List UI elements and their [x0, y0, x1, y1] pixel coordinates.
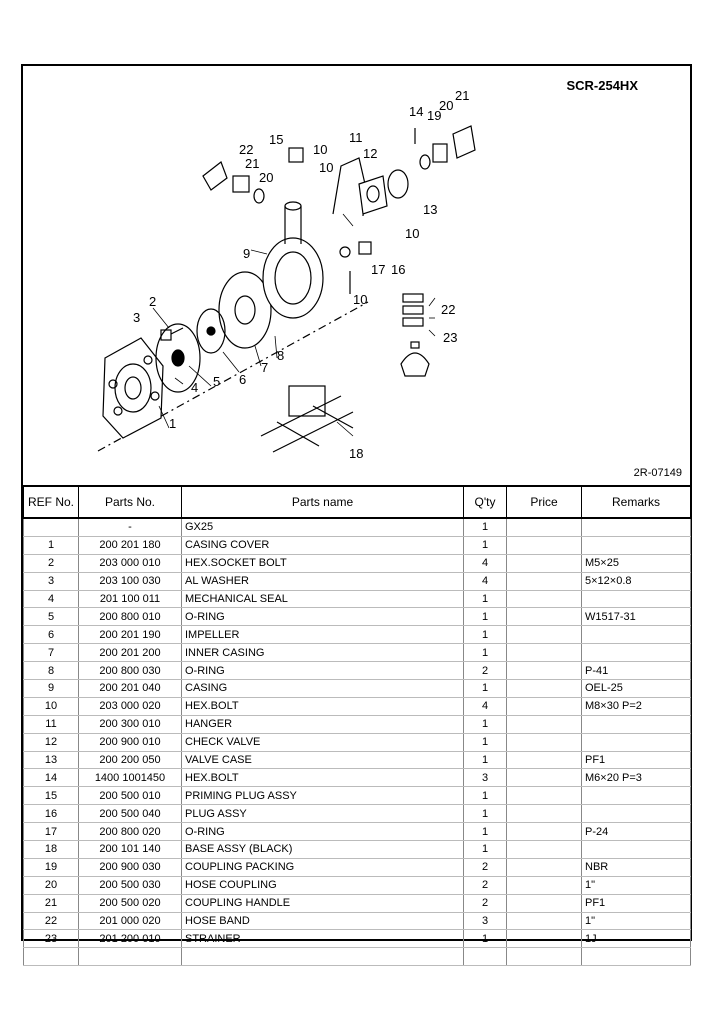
remarks-cell: P-24 [582, 823, 691, 841]
parts-no-cell: 200 500 040 [79, 805, 182, 823]
qty-cell: 1 [464, 787, 507, 805]
qty-cell: 1 [464, 518, 507, 536]
qty-cell: 1 [464, 536, 507, 554]
diagram-label-10a: 10 [313, 142, 328, 157]
parts-name-cell: VALVE CASE [182, 751, 464, 769]
price-cell [507, 823, 582, 841]
table-row [24, 894, 691, 912]
price-cell [507, 572, 582, 590]
table-header-row [24, 486, 691, 518]
diagram-label-19: 19 [427, 108, 442, 123]
ref-no-cell: 19 [24, 858, 79, 876]
qty-cell: 1 [464, 751, 507, 769]
remarks-cell: M6×20 P=3 [582, 769, 691, 787]
ref-no-cell: 20 [24, 876, 79, 894]
table-row [24, 608, 691, 626]
parts-name-cell: PLUG ASSY [182, 805, 464, 823]
qty-cell: 1 [464, 805, 507, 823]
parts-table-body [24, 518, 691, 966]
diagram-label-2: 2 [149, 294, 157, 309]
remarks-cell [582, 590, 691, 608]
parts-name-cell: HOSE COUPLING [182, 876, 464, 894]
diagram-label-6: 6 [239, 372, 247, 387]
remarks-cell: P-41 [582, 662, 691, 680]
parts-no-cell: 200 201 190 [79, 626, 182, 644]
casing-part [263, 202, 323, 318]
parts-no-cell [79, 948, 182, 966]
header-remarks: Remarks [582, 486, 691, 518]
table-row [24, 662, 691, 680]
parts-no-cell: 201 000 020 [79, 912, 182, 930]
parts-name-cell: HEX.BOLT [182, 697, 464, 715]
price-cell [507, 518, 582, 536]
price-cell [507, 697, 582, 715]
parts-no-cell: 1400 1001450 [79, 769, 182, 787]
diagram-label-8: 8 [277, 348, 285, 363]
price-cell [507, 894, 582, 912]
exploded-diagram [23, 66, 690, 484]
parts-sheet [21, 64, 692, 945]
qty-cell: 3 [464, 912, 507, 930]
parts-name-cell: COUPLING PACKING [182, 858, 464, 876]
ref-no-cell: 11 [24, 715, 79, 733]
parts-no-cell: 200 500 010 [79, 787, 182, 805]
diagram-label-13: 13 [423, 202, 438, 217]
parts-no-cell: 203 000 010 [79, 554, 182, 572]
table-row [24, 823, 691, 841]
casing-cover-part [103, 338, 163, 438]
ref-no-cell: 2 [24, 554, 79, 572]
remarks-cell [582, 805, 691, 823]
remarks-cell: 1J [582, 930, 691, 948]
parts-no-cell: - [79, 518, 182, 536]
diagram-label-12: 12 [363, 146, 378, 161]
ref-no-cell: 21 [24, 894, 79, 912]
qty-cell: 1 [464, 715, 507, 733]
remarks-cell: M5×25 [582, 554, 691, 572]
diagram-label-14: 14 [409, 104, 424, 119]
ref-no-cell: 18 [24, 841, 79, 859]
table-row [24, 876, 691, 894]
diagram-label-9: 9 [243, 246, 251, 261]
parts-no-cell: 200 900 030 [79, 858, 182, 876]
remarks-cell: PF1 [582, 751, 691, 769]
table-row [24, 572, 691, 590]
table-row [24, 680, 691, 698]
hose-coupling-right [420, 126, 475, 169]
parts-no-cell: 200 200 050 [79, 751, 182, 769]
ref-no-cell: 12 [24, 733, 79, 751]
qty-cell: 4 [464, 697, 507, 715]
plug-assy-part [340, 242, 371, 257]
ref-no-cell: 7 [24, 644, 79, 662]
parts-no-cell: 200 300 010 [79, 715, 182, 733]
qty-cell: 1 [464, 841, 507, 859]
diagram-label-10d: 10 [319, 160, 334, 175]
parts-name-cell: GX25 [182, 518, 464, 536]
qty-cell: 4 [464, 572, 507, 590]
ref-no-cell: 17 [24, 823, 79, 841]
parts-name-cell: CASING [182, 680, 464, 698]
table-row [24, 518, 691, 536]
hex-socket-bolt-part [161, 328, 183, 340]
base-assy-part [261, 386, 353, 452]
table-row [24, 769, 691, 787]
diagram-label-17: 17 [371, 262, 386, 277]
table-row [24, 841, 691, 859]
diagram-label-20b: 20 [259, 170, 274, 185]
ref-no-cell: 22 [24, 912, 79, 930]
parts-name-cell: STRAINER [182, 930, 464, 948]
price-cell [507, 948, 582, 966]
parts-no-cell: 203 100 030 [79, 572, 182, 590]
parts-no-cell: 200 101 140 [79, 841, 182, 859]
remarks-cell [582, 626, 691, 644]
diagram-label-10c: 10 [353, 292, 368, 307]
table-row [24, 626, 691, 644]
parts-name-cell: IMPELLER [182, 626, 464, 644]
ref-no-cell: 23 [24, 930, 79, 948]
ref-no-cell: 8 [24, 662, 79, 680]
diagram-label-3: 3 [133, 310, 141, 325]
remarks-cell [582, 841, 691, 859]
table-row [24, 912, 691, 930]
price-cell [507, 751, 582, 769]
diagram-label-11: 11 [349, 130, 363, 145]
remarks-cell: W1517-31 [582, 608, 691, 626]
diagram-label-5: 5 [213, 374, 221, 389]
parts-table [23, 485, 691, 966]
table-row [24, 751, 691, 769]
remarks-cell: 1" [582, 912, 691, 930]
valve-case-part [359, 170, 408, 214]
header-parts-no: Parts No. [79, 486, 182, 518]
header-price: Price [507, 486, 582, 518]
parts-no-cell: 200 500 030 [79, 876, 182, 894]
table-row [24, 554, 691, 572]
remarks-cell [582, 715, 691, 733]
hose-band-part [403, 294, 423, 326]
parts-no-cell: 200 201 040 [79, 680, 182, 698]
table-row [24, 715, 691, 733]
remarks-cell: 1" [582, 876, 691, 894]
qty-cell: 2 [464, 876, 507, 894]
qty-cell: 1 [464, 930, 507, 948]
remarks-cell [582, 518, 691, 536]
ref-no-cell: 14 [24, 769, 79, 787]
table-row [24, 858, 691, 876]
parts-no-cell: 203 000 020 [79, 697, 182, 715]
price-cell [507, 858, 582, 876]
table-row [24, 930, 691, 948]
parts-no-cell: 201 200 010 [79, 930, 182, 948]
parts-name-cell: HOSE BAND [182, 912, 464, 930]
table-row [24, 697, 691, 715]
ref-no-cell: 16 [24, 805, 79, 823]
qty-cell: 1 [464, 608, 507, 626]
strainer-part [401, 342, 429, 376]
diagram-label-16: 16 [391, 262, 406, 277]
table-row [24, 733, 691, 751]
ref-no-cell: 6 [24, 626, 79, 644]
table-row [24, 948, 691, 966]
diagram-label-4: 4 [191, 380, 199, 395]
ref-no-cell: 15 [24, 787, 79, 805]
remarks-cell: NBR [582, 858, 691, 876]
price-cell [507, 590, 582, 608]
header-qty: Q'ty [464, 486, 507, 518]
parts-name-cell: HEX.BOLT [182, 769, 464, 787]
qty-cell: 2 [464, 894, 507, 912]
diagram-label-21a: 21 [455, 88, 470, 103]
price-cell [507, 787, 582, 805]
remarks-cell: OEL-25 [582, 680, 691, 698]
parts-name-cell: PRIMING PLUG ASSY [182, 787, 464, 805]
table-row [24, 536, 691, 554]
price-cell [507, 662, 582, 680]
priming-plug-part [289, 148, 303, 162]
parts-name-cell: O-RING [182, 608, 464, 626]
price-cell [507, 876, 582, 894]
remarks-cell: PF1 [582, 894, 691, 912]
parts-no-cell: 200 800 030 [79, 662, 182, 680]
parts-name-cell: O-RING [182, 662, 464, 680]
parts-no-cell: 200 201 200 [79, 644, 182, 662]
ref-no-cell: 9 [24, 680, 79, 698]
header-parts-name: Parts name [182, 486, 464, 518]
price-cell [507, 715, 582, 733]
price-cell [507, 536, 582, 554]
qty-cell: 1 [464, 733, 507, 751]
parts-name-cell: HANGER [182, 715, 464, 733]
qty-cell: 1 [464, 680, 507, 698]
remarks-cell [582, 948, 691, 966]
diagram-label-7: 7 [261, 360, 269, 375]
price-cell [507, 805, 582, 823]
parts-name-cell: CASING COVER [182, 536, 464, 554]
table-row [24, 805, 691, 823]
diagram-label-15: 15 [269, 132, 284, 147]
remarks-cell [582, 787, 691, 805]
model-title: SCR-254HX [566, 78, 638, 93]
diagram-label-22b: 22 [441, 302, 456, 317]
parts-no-cell: 200 500 020 [79, 894, 182, 912]
parts-no-cell: 200 800 010 [79, 608, 182, 626]
price-cell [507, 608, 582, 626]
parts-no-cell: 200 800 020 [79, 823, 182, 841]
price-cell [507, 930, 582, 948]
impeller-part [197, 309, 225, 353]
parts-name-cell [182, 948, 464, 966]
ref-no-cell [24, 948, 79, 966]
diagram-label-10b: 10 [405, 226, 420, 241]
table-row [24, 590, 691, 608]
table-row [24, 787, 691, 805]
ref-no-cell: 10 [24, 697, 79, 715]
parts-name-cell: INNER CASING [182, 644, 464, 662]
price-cell [507, 644, 582, 662]
price-cell [507, 680, 582, 698]
qty-cell: 2 [464, 858, 507, 876]
price-cell [507, 841, 582, 859]
remarks-cell [582, 536, 691, 554]
diagram-label-23: 23 [443, 330, 458, 345]
qty-cell: 4 [464, 554, 507, 572]
parts-no-cell: 201 100 011 [79, 590, 182, 608]
parts-name-cell: O-RING [182, 823, 464, 841]
qty-cell: 1 [464, 626, 507, 644]
diagram-label-20a: 20 [439, 98, 454, 113]
drawing-number: 2R-07149 [633, 467, 682, 479]
price-cell [507, 626, 582, 644]
price-cell [507, 769, 582, 787]
remarks-cell [582, 644, 691, 662]
remarks-cell: 5×12×0.8 [582, 572, 691, 590]
parts-no-cell: 200 900 010 [79, 733, 182, 751]
qty-cell: 2 [464, 662, 507, 680]
ref-no-cell: 13 [24, 751, 79, 769]
parts-name-cell: CHECK VALVE [182, 733, 464, 751]
ref-no-cell: 5 [24, 608, 79, 626]
ref-no-cell: 1 [24, 536, 79, 554]
price-cell [507, 912, 582, 930]
qty-cell: 3 [464, 769, 507, 787]
parts-name-cell: COUPLING HANDLE [182, 894, 464, 912]
table-row [24, 644, 691, 662]
diagram-label-22a: 22 [239, 142, 254, 157]
parts-name-cell: AL WASHER [182, 572, 464, 590]
remarks-cell [582, 733, 691, 751]
qty-cell [464, 948, 507, 966]
parts-no-cell: 200 201 180 [79, 536, 182, 554]
ref-no-cell [24, 518, 79, 536]
remarks-cell: M8×30 P=2 [582, 697, 691, 715]
header-ref-no: REF No. [24, 486, 79, 518]
qty-cell: 1 [464, 644, 507, 662]
qty-cell: 1 [464, 590, 507, 608]
parts-name-cell: HEX.SOCKET BOLT [182, 554, 464, 572]
diagram-label-18: 18 [349, 446, 364, 461]
diagram-label-1: 1 [169, 416, 177, 431]
price-cell [507, 733, 582, 751]
parts-name-cell: BASE ASSY (BLACK) [182, 841, 464, 859]
parts-name-cell: MECHANICAL SEAL [182, 590, 464, 608]
price-cell [507, 554, 582, 572]
ref-no-cell: 3 [24, 572, 79, 590]
diagram-label-21b: 21 [245, 156, 260, 171]
ref-no-cell: 4 [24, 590, 79, 608]
qty-cell: 1 [464, 823, 507, 841]
